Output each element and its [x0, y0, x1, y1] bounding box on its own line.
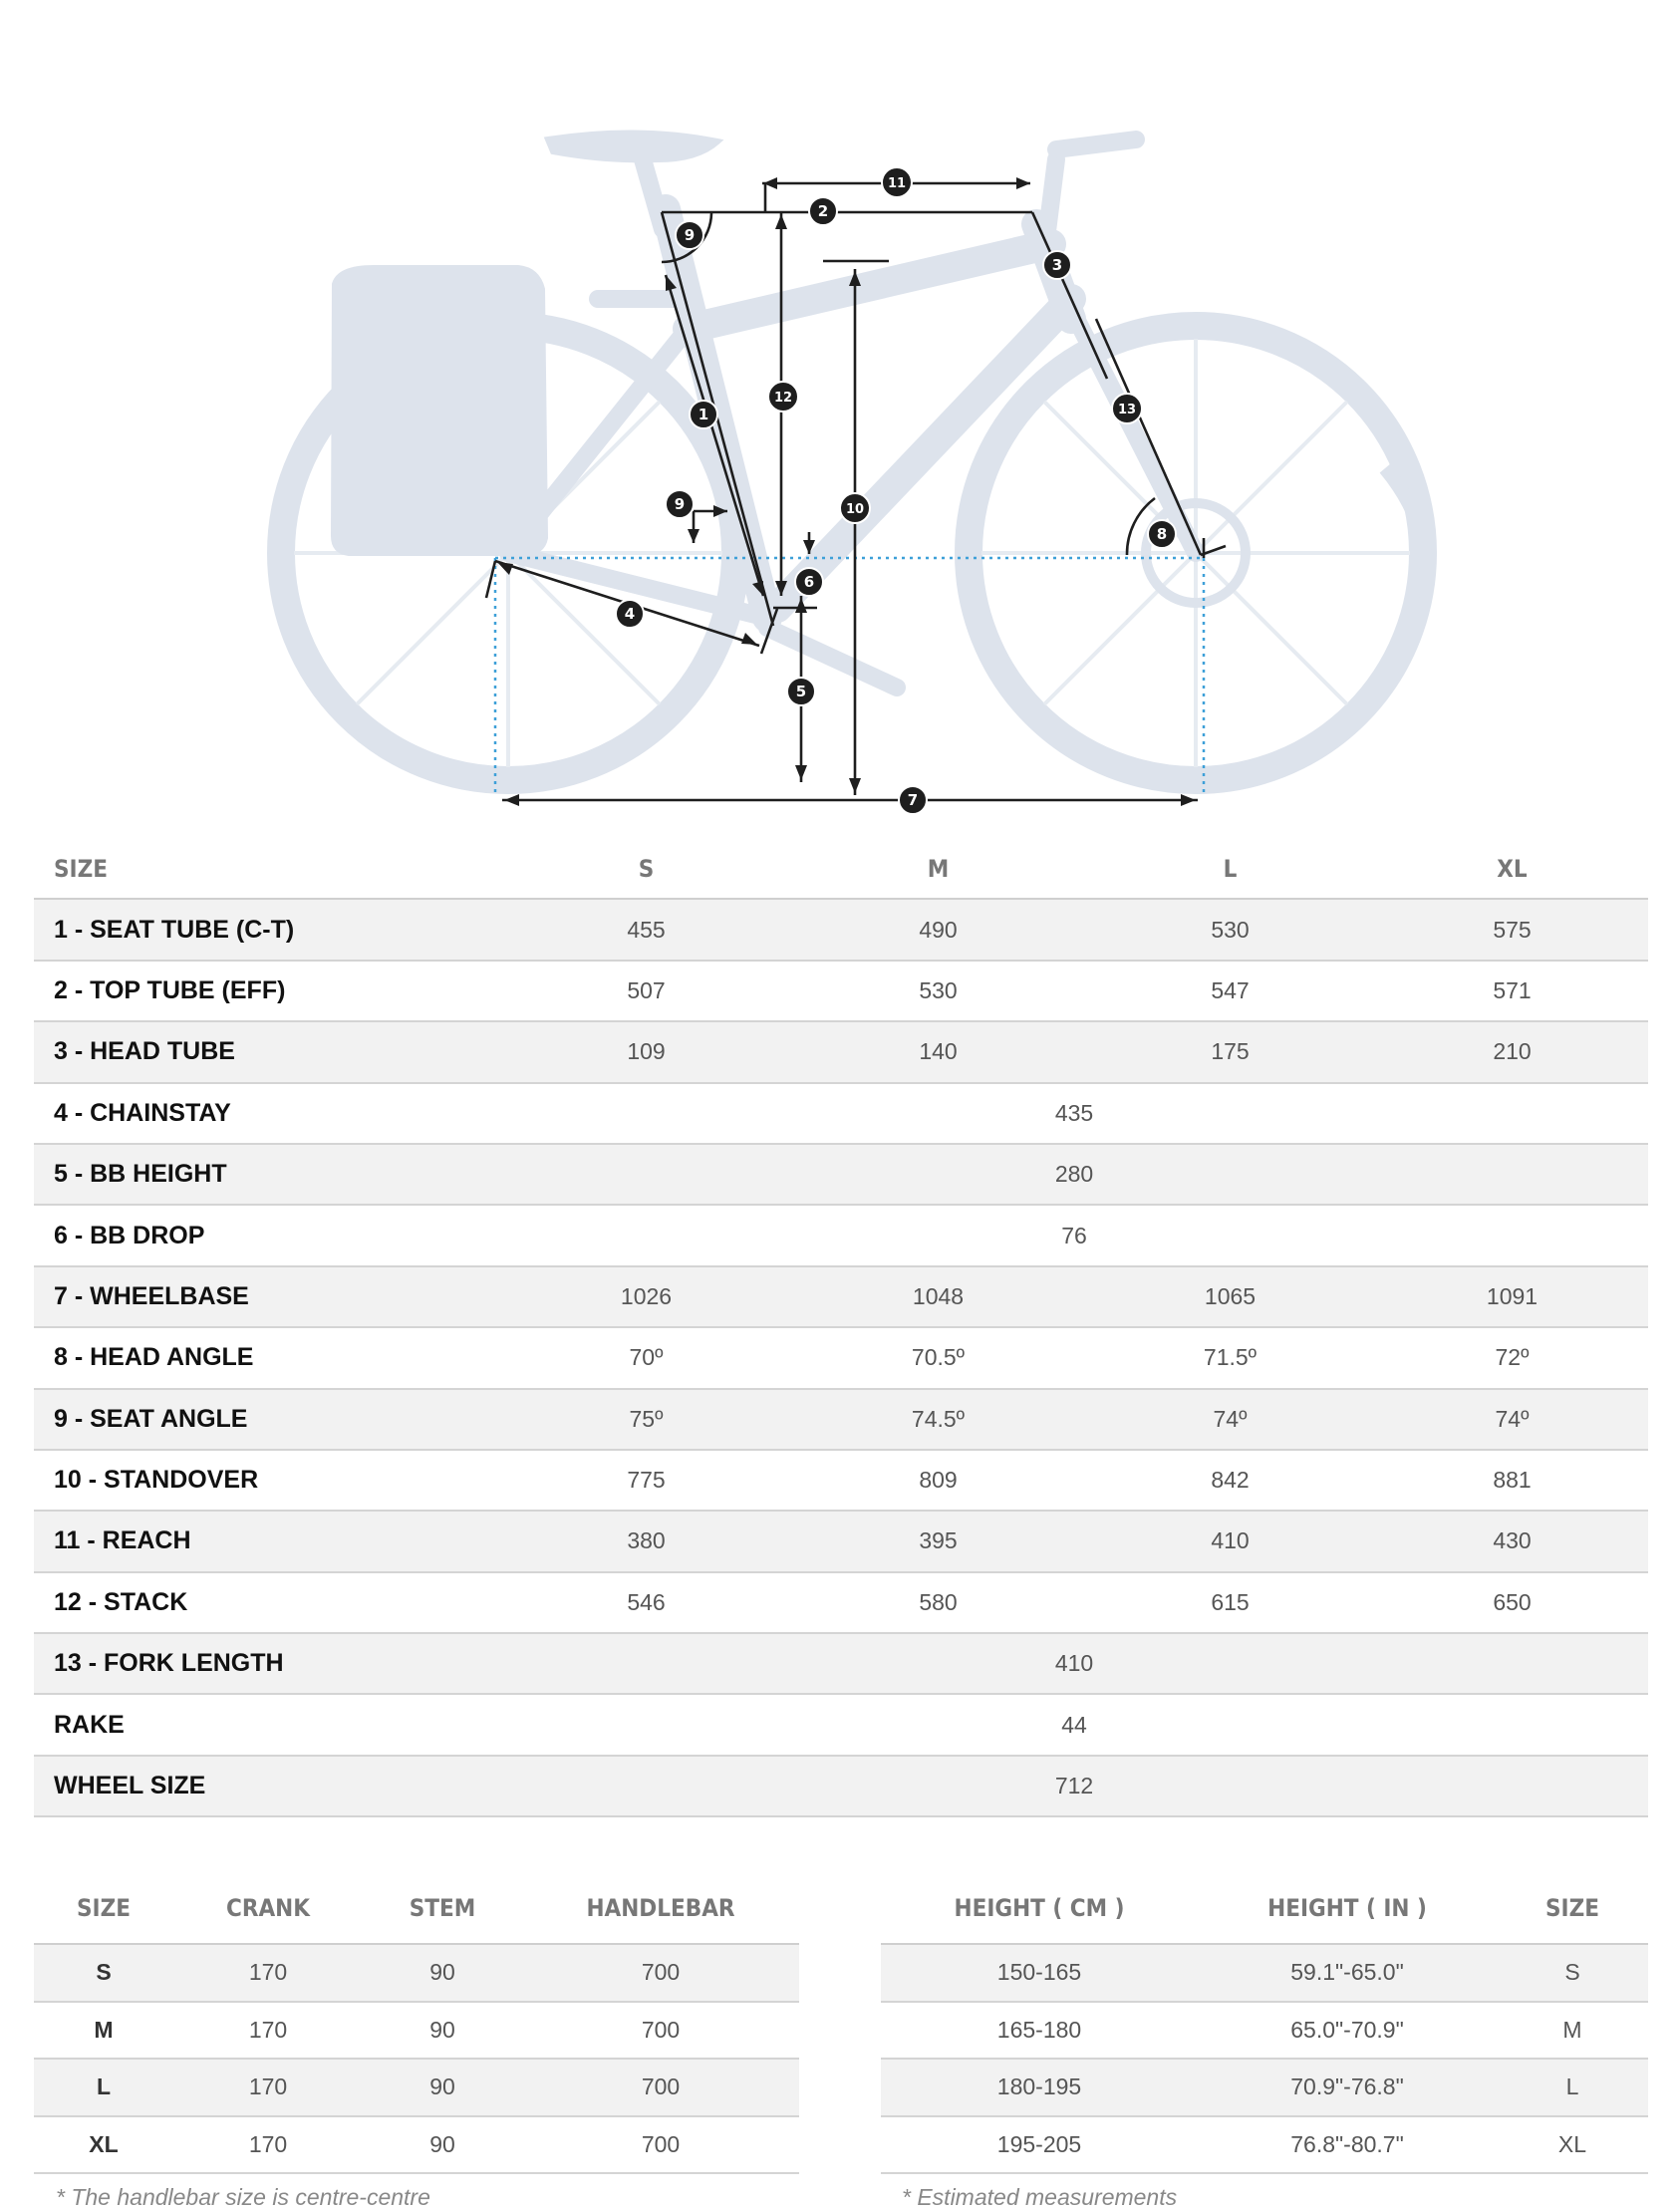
table-row — [881, 2002, 1648, 2060]
cell: 75º — [500, 1389, 792, 1450]
geometry-header-l: L — [1084, 839, 1376, 899]
cell: 410 — [500, 1633, 1648, 1694]
bike-geometry-diagram — [0, 0, 1680, 827]
table-row — [34, 1756, 1648, 1816]
cell: 530 — [1084, 899, 1376, 960]
callout-6 — [795, 568, 823, 596]
cell: 615 — [1084, 1572, 1376, 1633]
cell: 90 — [363, 2002, 522, 2060]
callout-8 — [1148, 520, 1176, 548]
cell: 210 — [1376, 1021, 1648, 1082]
sizing-header-row — [881, 1873, 1648, 1944]
svg-text:6: 6 — [803, 573, 815, 591]
callout-1 — [690, 401, 717, 428]
table-row — [34, 1944, 799, 2002]
callout-12 — [768, 382, 798, 412]
cell: XL — [34, 2116, 173, 2174]
callout-10 — [840, 493, 870, 523]
cell: 59.1"-65.0" — [1198, 1944, 1497, 2002]
cell: 90 — [363, 2116, 522, 2174]
cell: 74º — [1084, 1389, 1376, 1450]
components-header-size: SIZE — [34, 1873, 173, 1944]
components-header-handlebar: HANDLEBAR — [522, 1873, 799, 1944]
cell: 547 — [1084, 961, 1376, 1021]
table-row — [34, 1633, 1648, 1694]
table-row — [34, 1694, 1648, 1755]
row-label: 4 - CHAINSTAY — [34, 1083, 500, 1144]
cell: 170 — [173, 1944, 363, 2002]
cell: 881 — [1376, 1450, 1648, 1511]
table-row — [34, 2059, 799, 2116]
cell: 1065 — [1084, 1266, 1376, 1327]
svg-text:10: 10 — [845, 502, 865, 517]
cell: 580 — [792, 1572, 1084, 1633]
table-row — [881, 2059, 1648, 2116]
table-row — [34, 1021, 1648, 1082]
cell: S — [1497, 1944, 1648, 2002]
cell: 170 — [173, 2002, 363, 2060]
table-row — [34, 1511, 1648, 1571]
cell: 430 — [1376, 1511, 1648, 1571]
cell: 70.5º — [792, 1327, 1084, 1388]
svg-text:3: 3 — [1051, 256, 1063, 274]
cell: 700 — [522, 1944, 799, 2002]
cell: 546 — [500, 1572, 792, 1633]
table-row — [34, 1389, 1648, 1450]
cell: 74.5º — [792, 1389, 1084, 1450]
cell: 809 — [792, 1450, 1084, 1511]
cell: 530 — [792, 961, 1084, 1021]
cell: 700 — [522, 2116, 799, 2174]
cell: 44 — [500, 1694, 1648, 1755]
callout-9-upper — [676, 221, 703, 249]
geometry-header-xl: XL — [1376, 839, 1648, 899]
cell: 575 — [1376, 899, 1648, 960]
callout-7 — [899, 786, 927, 814]
callout-3 — [1043, 251, 1071, 279]
cell: M — [34, 2002, 173, 2060]
cell: 650 — [1376, 1572, 1648, 1633]
cell: 72º — [1376, 1327, 1648, 1388]
cell: 76 — [500, 1205, 1648, 1265]
svg-text:9: 9 — [684, 226, 696, 244]
svg-text:12: 12 — [773, 391, 793, 406]
sizing-table — [881, 1873, 1648, 2174]
row-label: 8 - HEAD ANGLE — [34, 1327, 500, 1388]
table-row — [34, 1266, 1648, 1327]
row-label: 1 - SEAT TUBE (C-T) — [34, 899, 500, 960]
components-header-crank: CRANK — [173, 1873, 363, 1944]
svg-text:7: 7 — [907, 791, 919, 809]
cell: 71.5º — [1084, 1327, 1376, 1388]
row-label: 7 - WHEELBASE — [34, 1266, 500, 1327]
cell: 455 — [500, 899, 792, 960]
svg-text:8: 8 — [1156, 525, 1168, 543]
table-row — [34, 1327, 1648, 1388]
cell: 280 — [500, 1144, 1648, 1205]
cell: 180-195 — [881, 2059, 1198, 2116]
cell: 150-165 — [881, 1944, 1198, 2002]
components-table — [34, 1873, 799, 2174]
table-row — [34, 1572, 1648, 1633]
geometry-table — [34, 839, 1648, 1817]
row-label: 11 - REACH — [34, 1511, 500, 1571]
callout-2 — [809, 197, 837, 225]
row-label: 9 - SEAT ANGLE — [34, 1389, 500, 1450]
cell: 1091 — [1376, 1266, 1648, 1327]
table-row — [34, 961, 1648, 1021]
cell: 712 — [500, 1756, 1648, 1816]
table-row — [881, 2116, 1648, 2174]
cell: 775 — [500, 1450, 792, 1511]
geometry-header-m: M — [792, 839, 1084, 899]
handlebar-note: * The handlebar size is centre-centre — [56, 2184, 430, 2210]
cell: L — [34, 2059, 173, 2116]
table-row — [34, 2116, 799, 2174]
cell: L — [1497, 2059, 1648, 2116]
cell: 1026 — [500, 1266, 792, 1327]
row-label: 6 - BB DROP — [34, 1205, 500, 1265]
cell: 140 — [792, 1021, 1084, 1082]
cell: 170 — [173, 2059, 363, 2116]
svg-text:13: 13 — [1117, 403, 1137, 417]
geometry-header-s: S — [500, 839, 792, 899]
cell: 700 — [522, 2002, 799, 2060]
table-row — [34, 899, 1648, 960]
svg-text:9: 9 — [674, 495, 686, 513]
cell: 175 — [1084, 1021, 1376, 1082]
cell: 195-205 — [881, 2116, 1198, 2174]
cell: 76.8"-80.7" — [1198, 2116, 1497, 2174]
cell: 490 — [792, 899, 1084, 960]
table-row — [34, 1083, 1648, 1144]
cell: M — [1497, 2002, 1648, 2060]
row-label: 10 - STANDOVER — [34, 1450, 500, 1511]
cell: 410 — [1084, 1511, 1376, 1571]
row-label: 2 - TOP TUBE (EFF) — [34, 961, 500, 1021]
svg-text:4: 4 — [624, 605, 636, 623]
row-label: RAKE — [34, 1694, 500, 1755]
row-label: 5 - BB HEIGHT — [34, 1144, 500, 1205]
cell: 700 — [522, 2059, 799, 2116]
cell: 70º — [500, 1327, 792, 1388]
sizing-header-height-cm: HEIGHT ( CM ) — [881, 1873, 1198, 1944]
row-label: 3 - HEAD TUBE — [34, 1021, 500, 1082]
cell: 90 — [363, 2059, 522, 2116]
geometry-header-row — [34, 839, 1648, 899]
table-row — [881, 1944, 1648, 2002]
table-row — [34, 1205, 1648, 1265]
row-label: 12 - STACK — [34, 1572, 500, 1633]
arrowheads — [497, 177, 1196, 806]
svg-text:1: 1 — [698, 406, 709, 423]
cell: 435 — [500, 1083, 1648, 1144]
cell: 571 — [1376, 961, 1648, 1021]
row-label: 13 - FORK LENGTH — [34, 1633, 500, 1694]
cell: XL — [1497, 2116, 1648, 2174]
cell: 170 — [173, 2116, 363, 2174]
cell: 65.0"-70.9" — [1198, 2002, 1497, 2060]
cell: S — [34, 1944, 173, 2002]
table-row — [34, 2002, 799, 2060]
cell: 74º — [1376, 1389, 1648, 1450]
cell: 507 — [500, 961, 792, 1021]
cell: 109 — [500, 1021, 792, 1082]
table-row — [34, 1144, 1648, 1205]
cell: 395 — [792, 1511, 1084, 1571]
callout-13 — [1112, 394, 1142, 423]
callout-4 — [616, 600, 644, 628]
callout-11 — [882, 167, 912, 197]
estimate-note: * Estimated measurements — [902, 2184, 1178, 2210]
svg-text:11: 11 — [887, 176, 907, 191]
geometry-header-size: SIZE — [34, 839, 500, 899]
cell: 165-180 — [881, 2002, 1198, 2060]
components-header-stem: STEM — [363, 1873, 522, 1944]
row-label: WHEEL SIZE — [34, 1756, 500, 1816]
sizing-header-size: SIZE — [1497, 1873, 1648, 1944]
callout-5 — [787, 678, 815, 705]
cell: 70.9"-76.8" — [1198, 2059, 1497, 2116]
cell: 90 — [363, 1944, 522, 2002]
table-row — [34, 1450, 1648, 1511]
svg-text:5: 5 — [795, 683, 807, 700]
sizing-header-height-in: HEIGHT ( IN ) — [1198, 1873, 1497, 1944]
cell: 842 — [1084, 1450, 1376, 1511]
components-header-row — [34, 1873, 799, 1944]
callout-9-lower — [666, 490, 694, 518]
cell: 380 — [500, 1511, 792, 1571]
svg-text:2: 2 — [817, 202, 829, 220]
cell: 1048 — [792, 1266, 1084, 1327]
